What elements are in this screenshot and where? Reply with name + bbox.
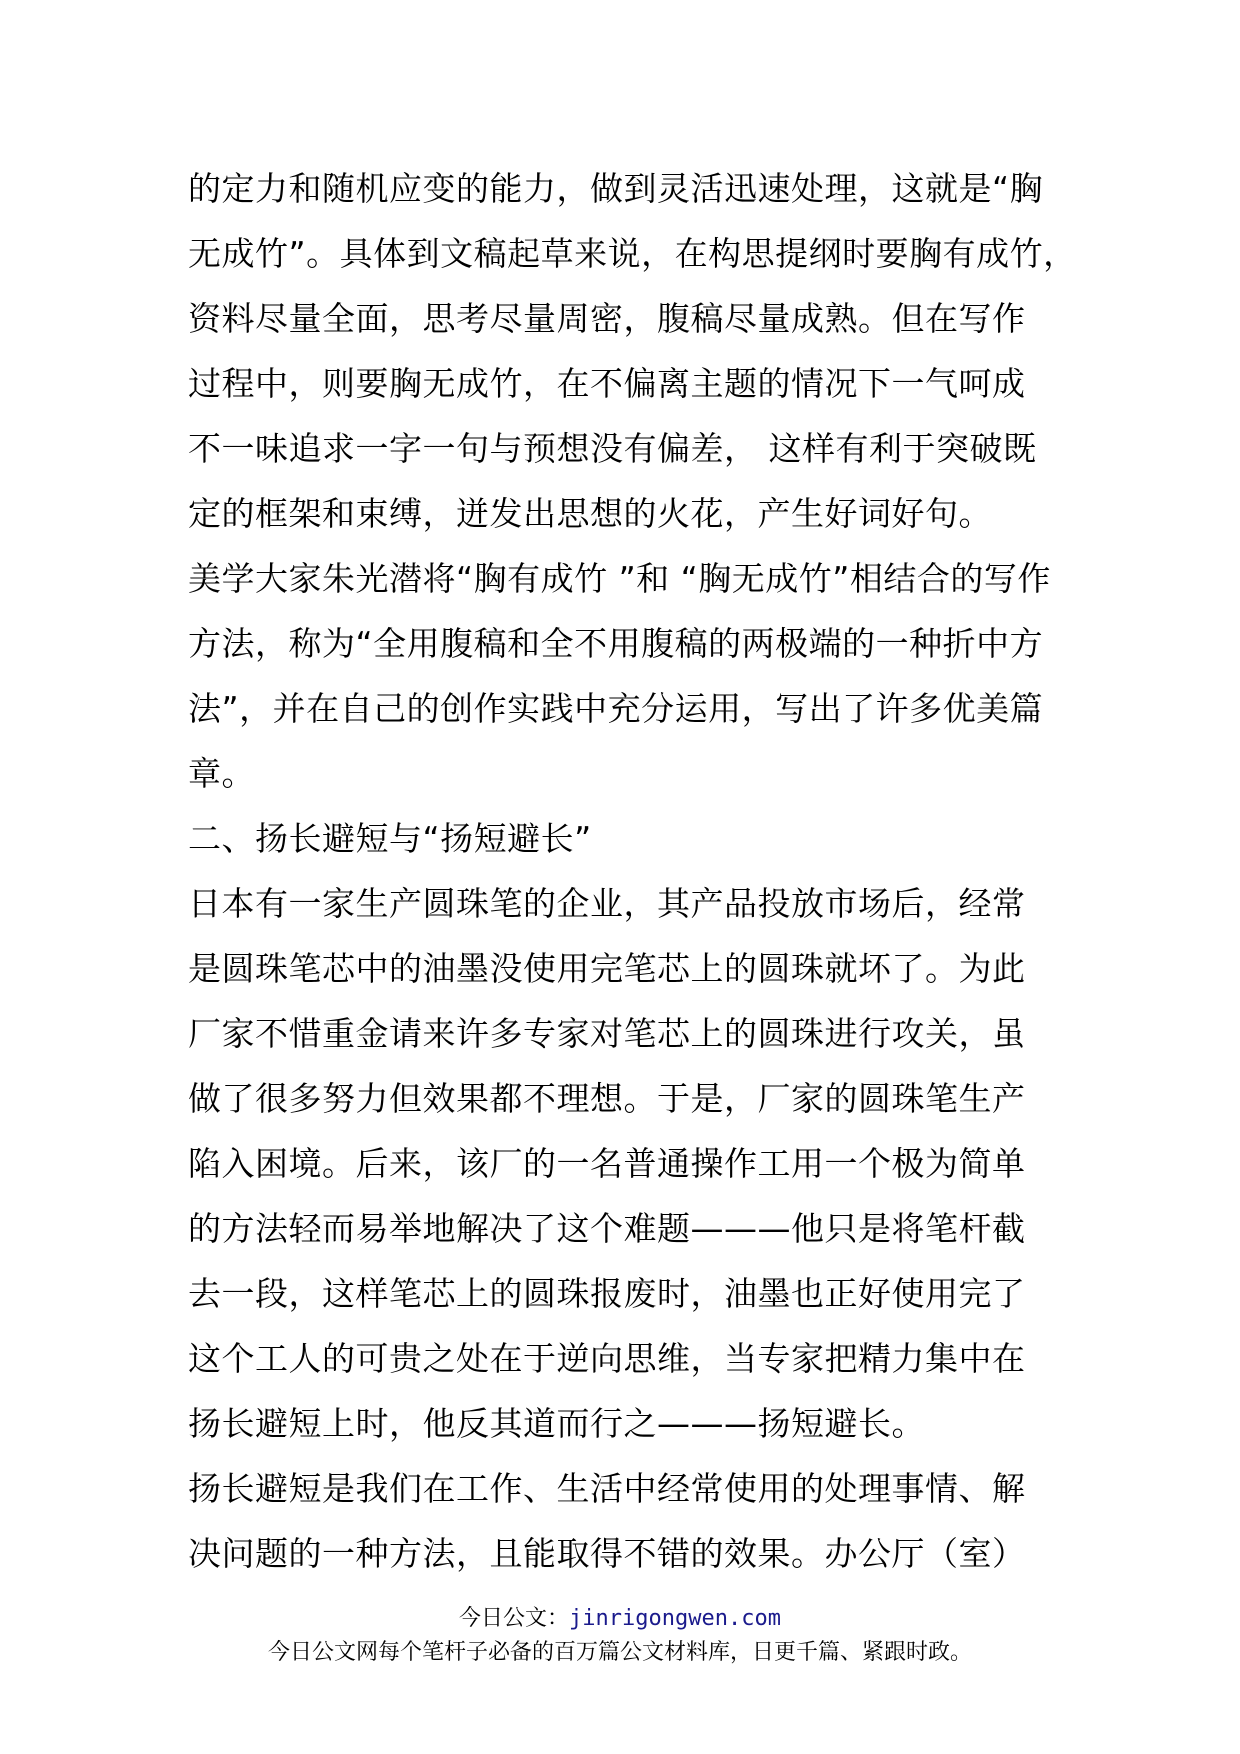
- body-line: 的方法轻而易举地解决了这个难题———他只是将笔杆截: [188, 1209, 1026, 1248]
- footer-site-label: 今日公文：: [459, 1606, 570, 1631]
- body-line: 决问题的一种方法，且能取得不错的效果。办公厅（室）: [188, 1534, 1026, 1573]
- body-line: 去一段，这样笔芯上的圆珠报废时，油墨也正好使用完了: [188, 1274, 1026, 1313]
- body-line: 陷入困境。后来，该厂的一名普通操作工用一个极为简单: [188, 1144, 1026, 1183]
- body-line: 厂家不惜重金请来许多专家对笔芯上的圆珠进行攻关，虽: [188, 1014, 1026, 1053]
- body-line: 定的框架和束缚，迸发出思想的火花，产生好词好句。: [188, 494, 992, 533]
- body-line: 扬长避短是我们在工作、生活中经常使用的处理事情、解: [188, 1469, 1026, 1508]
- body-line: 法”，并在自己的创作实践中充分运用，写出了许多优美篇: [188, 689, 1044, 728]
- body-line: 过程中，则要胸无成竹，在不偏离主题的情况下一气呵成: [188, 364, 1026, 403]
- body-line: 这个工人的可贵之处在于逆向思维，当专家把精力集中在: [188, 1339, 1026, 1378]
- footer-slogan: 今日公文网每个笔杆子必备的百万篇公文材料库，日更千篇、紧跟时政。: [267, 1640, 972, 1665]
- body-line: 无成竹”。具体到文稿起草来说，在构思提纲时要胸有成竹，: [188, 234, 1077, 273]
- body-line: 的定力和随机应变的能力，做到灵活迅速处理，这就是“胸: [188, 169, 1044, 208]
- body-line: 章。: [188, 754, 255, 793]
- body-line: 方法，称为“全用腹稿和全不用腹稿的两极端的一种折中方: [188, 624, 1044, 663]
- body-line: 做了很多努力但效果都不理想。于是，厂家的圆珠笔生产: [188, 1079, 1026, 1118]
- section-heading: 二、扬长避短与“扬短避长”: [188, 819, 592, 858]
- body-line: 美学大家朱光潜将“胸有成竹 ”和 “胸无成竹”相结合的写作: [188, 559, 1051, 598]
- body-line: 资料尽量全面，思考尽量周密，腹稿尽量成熟。但在写作: [188, 299, 1026, 338]
- body-line: 不一味追求一字一句与预想没有偏差， 这样有利于突破既: [188, 429, 1037, 468]
- body-line: 是圆珠笔芯中的油墨没使用完笔芯上的圆珠就坏了。为此: [188, 949, 1026, 988]
- footer-site-url[interactable]: jinrigongwen.com: [569, 1606, 781, 1631]
- footer-site: [0, 1604, 1240, 1634]
- body-line: 日本有一家生产圆珠笔的企业，其产品投放市场后，经常: [188, 884, 1026, 923]
- document-body: [188, 156, 1088, 1586]
- body-line: 扬长避短上时，他反其道而行之———扬短避长。: [188, 1404, 925, 1443]
